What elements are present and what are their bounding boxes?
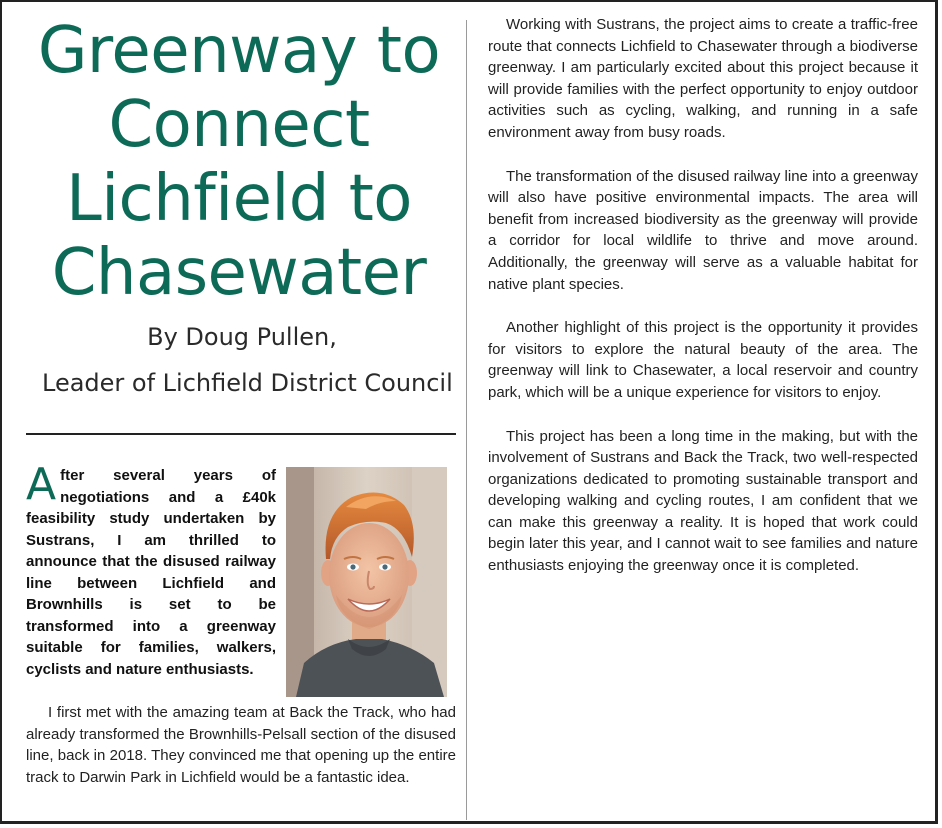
body-paragraph: Another highlight of this project is the opportunity it provides for visitors to explore the natural beauty of the area. The greenway will link to Chasewater, a local reservoir and country park, which will be a unique experience for visitors to enjoy.: [488, 319, 918, 401]
byline-role: Leader of Lichfield District Council: [42, 369, 453, 397]
column-divider: [466, 20, 467, 820]
section-divider: [26, 433, 456, 435]
body-paragraph: This project has been a long time in the making, but with the involvement of Sustrans and Back the Track, two well-respected organizations dedicated to promoting sustainable transport and developing walking and cycling routes, I am confident that we can make this greenway a reality. It is hoped that work could begin later this year, and I cannot wait to see families and nature enthusiasts enjoying the greenway once it is completed.: [488, 427, 918, 575]
body-paragraph: Working with Sustrans, the project aims to create a traffic-free route that connects Lichfield to Chasewater through a biodiverse greenway. I am particularly excited about this project because it will provide families with the perfect opportunity to enjoy outdoor activities such as cycling, walking, and running in a safe environment away from busy roads.: [488, 16, 918, 141]
byline: [42, 314, 453, 406]
article-title: Greenway to Connect Lichfield to Chasewater: [37, 14, 441, 310]
author-photo: [286, 467, 447, 697]
body-paragraph: The transformation of the disused railway line into a greenway will also have positive environmental impacts. The area will benefit from increased biodiversity as the greenway will provide a corridor for local wildlife to thrive and move around. Additionally, the greenway will serve as a valuable habitat for native plant species.: [488, 167, 918, 293]
body-paragraph-left: I first met with the amazing team at Back the Track, who had already transformed the Brownhills-Pelsall section of the disused line, back in 2018. They convinced me that opening up the entire track to Darwin Park in Lichfield would be a fantastic idea.: [26, 704, 456, 786]
drop-cap: A: [26, 459, 57, 510]
byline-author: By Doug Pullen,: [147, 323, 337, 351]
portrait-illustration: [286, 467, 447, 697]
right-column: [488, 14, 918, 599]
intro-text: fter several years of negotiations and a £40k feasibility study undertaken by Sustrans, I am thrilled to announce that the disused railway line between Lichfield and Brownhills is set to be transformed into a greenway suitable for families, walkers, cyclists and nature enthusiasts.: [26, 467, 276, 678]
intro-paragraph: [26, 459, 276, 680]
